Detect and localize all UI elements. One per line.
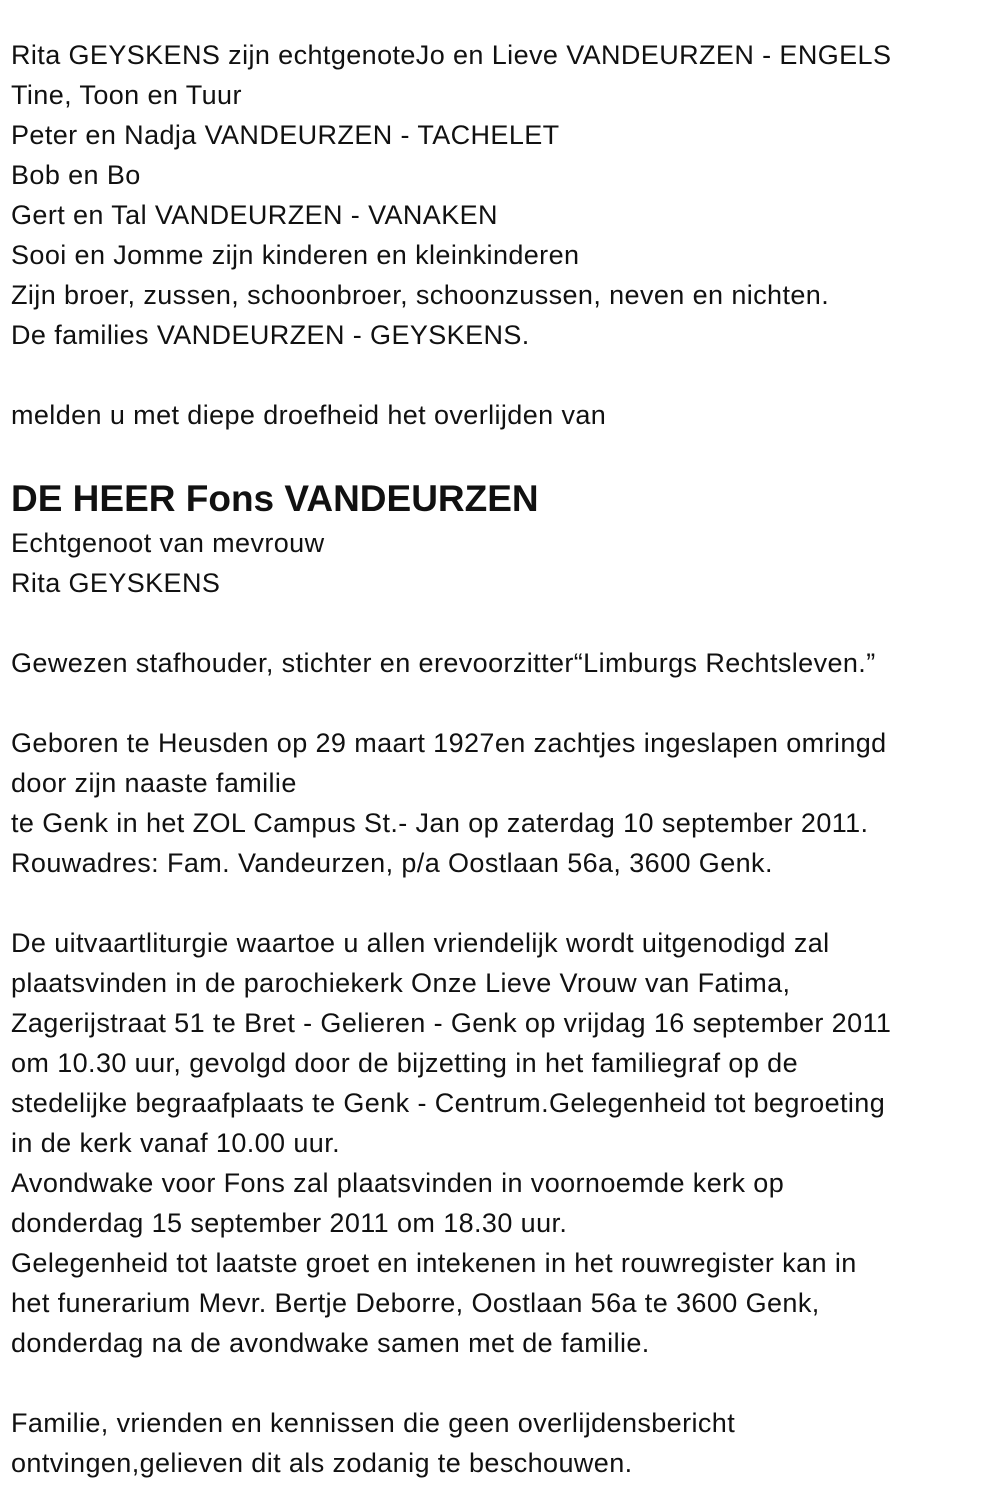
visitation-line: Gelegenheid tot laatste groet en intekenen in het rouwregister kan in: [11, 1248, 857, 1278]
birth-death-line: te Genk in het ZOL Campus St.- Jan op zaterdag 10 september 2011.: [11, 808, 869, 838]
family-line-children: Gert en Tal VANDEURZEN - VANAKEN: [11, 200, 498, 230]
mourning-address: Rouwadres: Fam. Vandeurzen, p/a Oostlaan 56a, 3600 Genk.: [11, 848, 773, 878]
funeral-line: plaatsvinden in de parochiekerk Onze Lieve Vrouw van Fatima,: [11, 968, 791, 998]
spouse-label: Echtgenoot van mevrouw: [11, 528, 325, 558]
funeral-line: in de kerk vanaf 10.00 uur.: [11, 1128, 341, 1158]
closing-note: [11, 1403, 980, 1483]
deceased-name: DE HEER Fons VANDEURZEN: [11, 478, 539, 519]
funeral-line: De uitvaartliturgie waartoe u allen vriendelijk wordt uitgenodigd zal: [11, 928, 830, 958]
family-line-spouse-and-children: Rita GEYSKENS zijn echtgenoteJo en Lieve VANDEURZEN - ENGELS: [11, 40, 892, 70]
birth-death-line: door zijn naaste familie: [11, 768, 297, 798]
visitation-line: het funerarium Mevr. Bertje Deborre, Oostlaan 56a te 3600 Genk,: [11, 1288, 820, 1318]
family-line-siblings: Zijn broer, zussen, schoonbroer, schoonzussen, neven en nichten.: [11, 280, 830, 310]
deceased-block: [11, 475, 980, 603]
vigil-line: donderdag 15 september 2011 om 18.30 uur.: [11, 1208, 568, 1238]
closing-line: Familie, vrienden en kennissen die geen overlijdensbericht: [11, 1408, 736, 1438]
career-note: [11, 643, 980, 683]
visitation-line: donderdag na de avondwake samen met de familie.: [11, 1328, 650, 1358]
family-line-grandchildren: Tine, Toon en Tuur: [11, 80, 242, 110]
closing-line: ontvingen,gelieven dit als zodanig te beschouwen.: [11, 1448, 633, 1478]
funeral-details: [11, 923, 980, 1363]
funeral-line: Zagerijstraat 51 te Bret - Gelieren - Genk op vrijdag 16 september 2011: [11, 1008, 892, 1038]
announcement: [11, 395, 980, 435]
birth-death-line: Geboren te Heusden op 29 maart 1927en zachtjes ingeslapen omringd: [11, 728, 887, 758]
funeral-line: om 10.30 uur, gevolgd door de bijzetting in het familiegraf op de: [11, 1048, 798, 1078]
family-list: [11, 35, 980, 355]
vigil-line: Avondwake voor Fons zal plaatsvinden in voornoemde kerk op: [11, 1168, 785, 1198]
family-line-grandchildren: Bob en Bo: [11, 160, 141, 190]
family-line-families: De families VANDEURZEN - GEYSKENS.: [11, 320, 530, 350]
family-line-grandchildren-summary: Sooi en Jomme zijn kinderen en kleinkinderen: [11, 240, 580, 270]
funeral-line: stedelijke begraafplaats te Genk - Centrum.Gelegenheid tot begroeting: [11, 1088, 886, 1118]
announcement-text: melden u met diepe droefheid het overlijden van: [11, 400, 607, 430]
birth-death-details: [11, 723, 980, 883]
family-line-children: Peter en Nadja VANDEURZEN - TACHELET: [11, 120, 560, 150]
career-text: Gewezen stafhouder, stichter en erevoorzitter“Limburgs Rechtsleven.”: [11, 648, 876, 678]
spouse-name: Rita GEYSKENS: [11, 568, 221, 598]
